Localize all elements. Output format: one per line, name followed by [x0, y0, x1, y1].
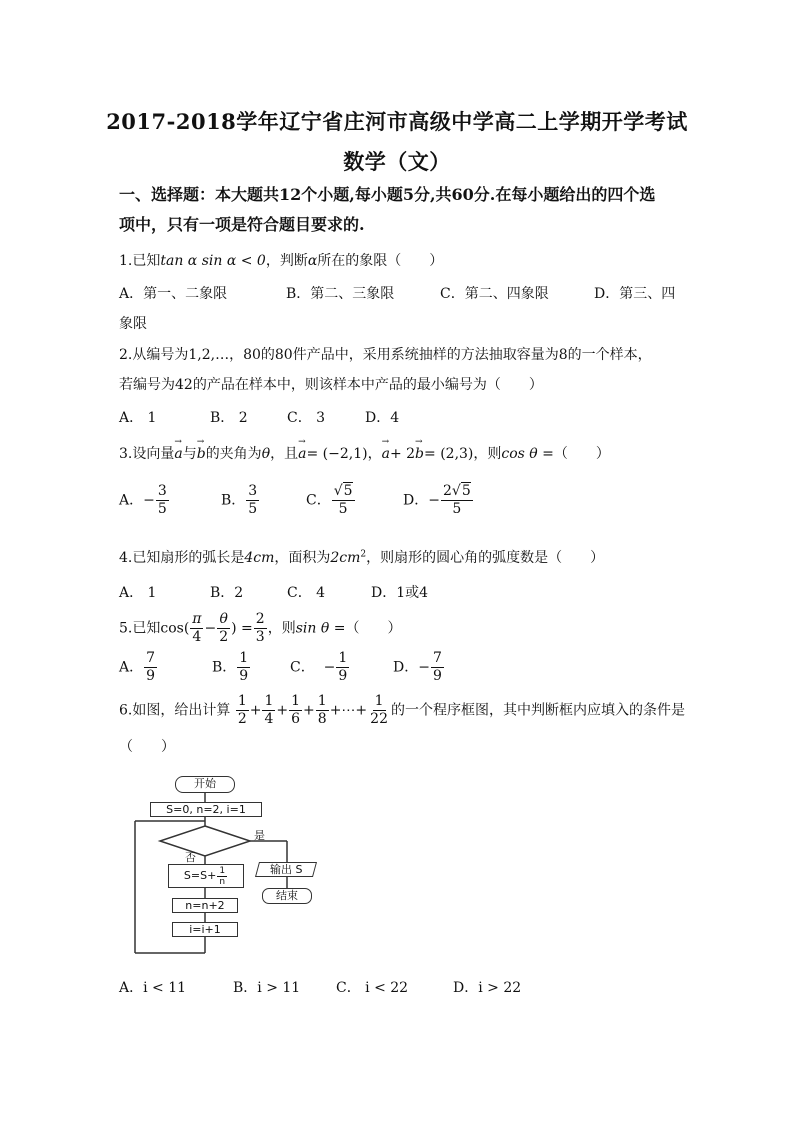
question-5: 5.已知cos( $\frac{\pi}{4}$ − $\frac{\theta}{2}$ ) = $\frac{2}{3}$ ，则sin θ =（ ） — [119, 611, 402, 645]
flow-update-s: S=S+ $\frac{1}{n}$ — [168, 864, 244, 888]
q3-comma: ， — [367, 446, 382, 462]
q1-option-c: C．第二、四象限 — [440, 286, 549, 302]
q3-option-a: A．− $\frac{3}{5}$ — [119, 483, 167, 517]
flow-end: 结束 — [262, 888, 312, 904]
q6-option-d: D．i > 22 — [453, 980, 522, 996]
q3-mid2: ，且 — [270, 446, 299, 462]
q3-cond2-pre: + 2 — [389, 446, 416, 462]
q3-option-d: D．− $\frac{2√5}{5}$ — [403, 483, 471, 517]
q3-vector-a: → a — [174, 446, 182, 462]
q5-option-d: D．− $\frac{7}{9}$ — [393, 650, 442, 684]
q5-option-a: A． $\frac{7}{9}$ — [119, 650, 156, 684]
q3-theta: θ — [261, 446, 271, 462]
q3-post2: （ ） — [553, 446, 610, 462]
question-2-line1: 2.从编号为1,2,…，80的80件产品中，采用系统抽样的方法抽取容量为8的一个样本， — [119, 347, 652, 363]
q3-option-c: C． $\frac{√5}{5}$ — [306, 483, 353, 517]
q3-vector-a3: → a — [382, 446, 390, 462]
q3-cond2: = (2,3) — [424, 446, 474, 462]
q3-with: 与 — [182, 446, 197, 462]
q4-arc: 4cm — [244, 550, 275, 566]
q2-option-b: B． 2 — [210, 410, 248, 426]
q1-option-wrap: 象限 — [119, 316, 147, 332]
q1-expr: tan α sin α < 0 — [160, 253, 266, 269]
q6-option-a: A．i < 11 — [119, 980, 187, 996]
q3-vector-b: → b — [197, 446, 206, 462]
page-subtitle: 数学（文） — [343, 149, 451, 174]
section-heading-line1: 一、选择题：本大题共12个小题,每小题5分,共60分.在每小题给出的四个选 — [119, 185, 656, 204]
q3-cond1: = (−2,1) — [306, 446, 368, 462]
q6-option-c: C． i < 22 — [336, 980, 409, 996]
question-1 — [119, 250, 443, 270]
flow-update-n: n=n+2 — [172, 898, 238, 913]
q3-pre: 3.设向量 — [119, 446, 175, 462]
section-heading — [119, 180, 679, 240]
q2-option-a: A． 1 — [119, 410, 157, 426]
flow-init: S=0, n=2, i=1 — [150, 802, 262, 817]
q4-option-b: B．2 — [210, 585, 244, 601]
q3-post: ，则 — [473, 446, 502, 462]
page-title: 2017-2018学年辽宁省庄河市高级中学高二上学期开学考试 — [106, 109, 688, 134]
q4-option-d: D．1或4 — [371, 585, 429, 601]
q2-option-d: D．4 — [365, 410, 400, 426]
q6-option-b: B．i > 11 — [233, 980, 301, 996]
q1-pre: 1.已知 — [119, 253, 161, 269]
q3-vector-a2: → a — [298, 446, 306, 462]
q1-post2: 所在的象限（ ） — [317, 253, 444, 269]
q5-option-b: B． $\frac{1}{9}$ — [212, 650, 249, 684]
question-6: 6.如图，给出计算 $\frac{1}{2}$ + $\frac{1}{4}$ + $\frac{1}{6}$ + $\frac{1}{8}$ +⋯+ $\frac{1}{22}$ 的一个程序框图，其中判断框内应填入的条件是 — [119, 693, 685, 727]
q1-option-b: B．第二、三象限 — [286, 286, 395, 302]
q4-area: 2cm — [330, 550, 361, 566]
q5-option-c: C． − $\frac{1}{9}$ — [290, 650, 348, 684]
flow-update-i: i=i+1 — [172, 922, 238, 937]
flow-output: 输出 S — [255, 862, 317, 877]
q1-option-d: D．第三、四 — [594, 286, 676, 302]
question-4: 4.已知扇形的弧长是4cm，面积为$2cm^2$，则扇形的圆心角的弧度数是（ ） — [119, 549, 605, 566]
question-3 — [119, 443, 610, 463]
flow-no-label: 否 — [185, 851, 196, 864]
q3-vector-b2: → b — [415, 446, 424, 462]
question-2-line2: 若编号为42的产品在样本中，则该样本中产品的最小编号为（ ） — [119, 377, 543, 393]
q2-option-c: C． 3 — [287, 410, 326, 426]
flow-yes-label: 是 — [254, 829, 265, 842]
flowchart — [130, 770, 340, 960]
question-6-line2: （ ） — [119, 739, 175, 755]
q4-option-c: C． 4 — [287, 585, 326, 601]
q3-mid: 的夹角为 — [205, 446, 262, 462]
q1-alpha: α — [307, 253, 318, 269]
q3-option-b: B． $\frac{3}{5}$ — [221, 483, 258, 517]
q1-option-a: A．第一、二象限 — [119, 286, 228, 302]
q1-post: ，判断 — [265, 253, 308, 269]
q3-cos: cos θ = — [501, 446, 554, 462]
q4-option-a: A． 1 — [119, 585, 157, 601]
section-heading-line2: 项中，只有一项是符合题目要求的. — [119, 215, 365, 234]
flow-start: 开始 — [175, 776, 235, 793]
